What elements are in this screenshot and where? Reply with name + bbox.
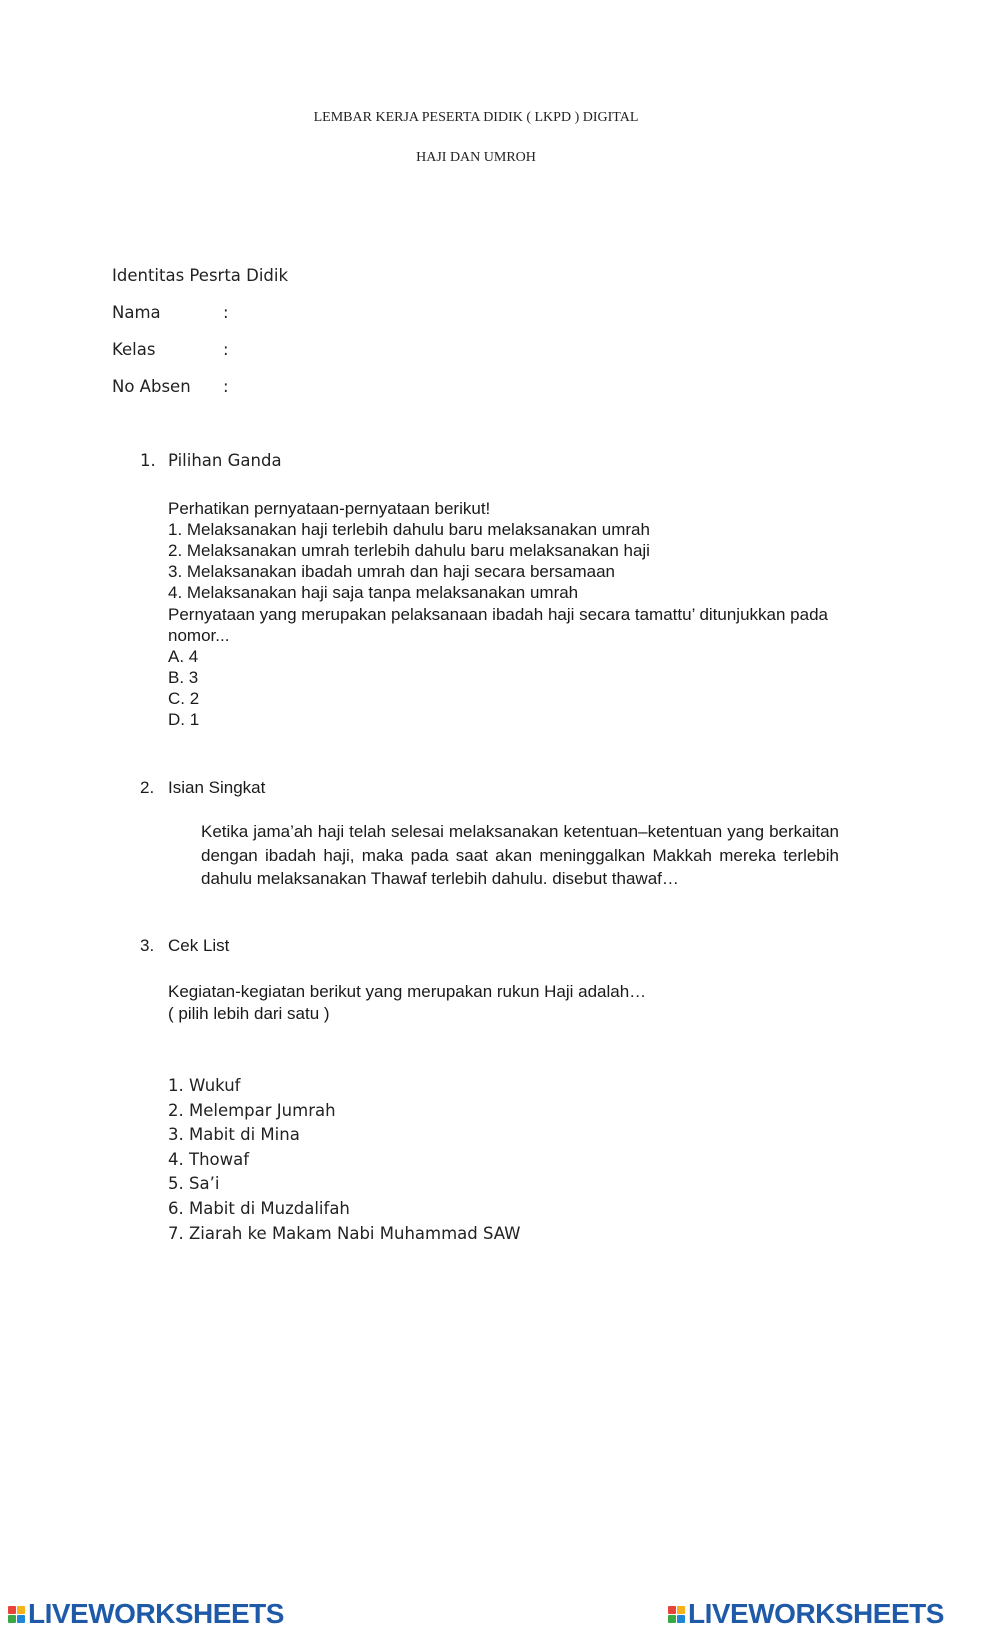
- liveworksheets-logo-right[interactable]: [668, 1598, 944, 1630]
- liveworksheets-mark-icon: [668, 1606, 685, 1623]
- section1-question-line2: nomor...: [168, 626, 230, 645]
- field-label-nama: Nama: [112, 303, 161, 322]
- field-colon-nama: :: [223, 303, 229, 322]
- section2-text-line2: dengan ibadah haji, maka pada saat akan meninggalkan Makkah mereka terlebih: [201, 846, 839, 865]
- logo-square-icon: [677, 1606, 685, 1614]
- section2-title: Isian Singkat: [168, 778, 266, 797]
- checklist-item-6: 6. Mabit di Muzdalifah: [168, 1199, 350, 1218]
- logo-square-icon: [668, 1615, 676, 1623]
- checklist-item-2: 2. Melempar Jumrah: [168, 1101, 336, 1120]
- section2-number: 2.: [140, 778, 155, 797]
- identity-heading: Identitas Pesrta Didik: [112, 266, 289, 285]
- logo-square-icon: [8, 1606, 16, 1614]
- section3-question: Kegiatan-kegiatan berikut yang merupakan rukun Haji adalah…: [168, 982, 647, 1001]
- section3-number: 3.: [140, 936, 155, 955]
- statement-4: 4. Melaksanakan haji saja tanpa melaksanakan umrah: [168, 583, 579, 602]
- document-subtitle: HAJI DAN UMROH: [416, 150, 536, 165]
- section3-title: Cek List: [168, 936, 230, 955]
- checklist-item-4: 4. Thowaf: [168, 1150, 250, 1169]
- logo-square-icon: [17, 1615, 25, 1623]
- logo-square-icon: [677, 1615, 685, 1623]
- field-colon-kelas: :: [223, 340, 229, 359]
- checklist-item-1: 1. Wukuf: [168, 1076, 241, 1095]
- section1-title: Pilihan Ganda: [168, 451, 282, 470]
- checklist-item-7: 7. Ziarah ke Makam Nabi Muhammad SAW: [168, 1224, 521, 1243]
- document-title: LEMBAR KERJA PESERTA DIDIK ( LKPD ) DIGITAL: [313, 110, 639, 125]
- field-colon-no-absen: :: [223, 377, 229, 396]
- option-d: D. 1: [168, 710, 200, 729]
- field-label-no-absen: No Absen: [112, 377, 191, 396]
- logo-text: LIVEWORKSHEETS: [688, 1598, 944, 1629]
- section2-text-line3: dahulu melaksanakan Thawaf terlebih dahulu. disebut thawaf…: [201, 869, 679, 888]
- statement-1: 1. Melaksanakan haji terlebih dahulu baru melaksanakan umrah: [168, 520, 650, 539]
- statement-2: 2. Melaksanakan umrah terlebih dahulu baru melaksanakan haji: [168, 541, 650, 560]
- section1-question-line1: Pernyataan yang merupakan pelaksanaan ibadah haji secara tamattu’ ditunjukkan pada: [168, 605, 828, 624]
- logo-square-icon: [17, 1606, 25, 1614]
- checklist-item-5: 5. Sa’i: [168, 1174, 220, 1193]
- logo-text: LIVEWORKSHEETS: [28, 1598, 284, 1629]
- logo-square-icon: [668, 1606, 676, 1614]
- statement-3: 3. Melaksanakan ibadah umrah dan haji secara bersamaan: [168, 562, 615, 581]
- section1-intro: Perhatikan pernyataan-pernyataan berikut!: [168, 499, 491, 518]
- section3-hint: ( pilih lebih dari satu ): [168, 1004, 330, 1023]
- option-c: C. 2: [168, 689, 200, 708]
- option-a: A. 4: [168, 647, 199, 666]
- field-label-kelas: Kelas: [112, 340, 156, 359]
- section1-number: 1.: [140, 451, 156, 470]
- logo-square-icon: [8, 1615, 16, 1623]
- option-b: B. 3: [168, 668, 199, 687]
- section2-text-line1: Ketika jama’ah haji telah selesai melaksanakan ketentuan–ketentuan yang berkaitan: [201, 822, 839, 841]
- liveworksheets-logo-left[interactable]: [8, 1598, 284, 1630]
- liveworksheets-mark-icon: [8, 1606, 25, 1623]
- checklist-item-3: 3. Mabit di Mina: [168, 1125, 300, 1144]
